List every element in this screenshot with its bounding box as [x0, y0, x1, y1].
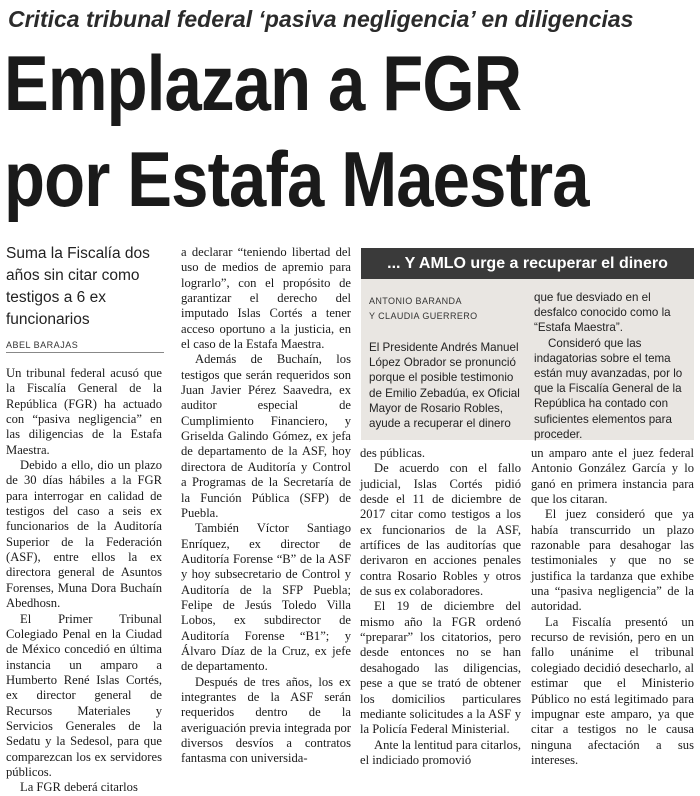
sidebar-box — [361, 248, 694, 440]
article-column-4 — [531, 446, 694, 768]
sidebar-byline — [369, 294, 524, 324]
paragraph: Consideró que las indagatorias sobre el tema están muy avanzadas, por lo que la Fiscalía General de la República ha contado con suficientes elementos para proceder. — [534, 336, 683, 441]
byline: ABEL BARAJAS — [6, 340, 164, 353]
paragraph: La Fiscalía presentó un recurso de revisión, pero en un fallo unánime el tribunal colegiado decidió desecharlo, al estimar que el Ministerio Público no está legitimado para impugnar este amparo, ya que citar a testigos no le causa ninguna afectación a sus intereses. — [531, 614, 694, 767]
article-column-2 — [181, 245, 351, 767]
paragraph: a declarar “teniendo libertad del uso de medios de apremio para lograrlo”, con el propósito de garantizar el derecho del imputado Islas Cortés a tener acceso oportuno a la justicia, en el caso de la Estafa Maestra. — [181, 245, 351, 352]
paragraph: Además de Buchaín, los testigos que serán requeridos son Juan Javier Pérez Saavedra, ex auditor especial de Cumplimiento Financiero, y Griselda Galindo Gómez, ex jefa de departamento de la ASF, hoy directora de Auditoría y Control a Programas de la Secretaría de la Función Pública (SFP) de Puebla. — [181, 352, 351, 520]
sidebar-byline-2: Y CLAUDIA GUERRERO — [369, 311, 478, 321]
paragraph: El juez consideró que ya había transcurrido un plazo razonable para desahogar las testimoniales y que no se justifica la tardanza que exhibe una “pasiva negligencia” de la autoridad. — [531, 507, 694, 614]
paragraph: El 19 de diciembre del mismo año la FGR ordenó “preparar” los citatorios, pero desde entonces no se han desahogado las diligencias, pese a que se trató de obtener los domicilios particulares mediante solicitudes a la ASF y la Policía Federal Ministerial. — [360, 599, 521, 737]
headline-line-2: por Estafa Maestra — [4, 135, 589, 223]
paragraph: que fue desviado en el desfalco conocido como la “Estafa Maestra”. — [534, 291, 671, 335]
paragraph: Después de tres años, los ex integrantes de la ASF serán requeridos dentro de la averiguación previa integrada por diversos desvíos a contratos fantasma con universida- — [181, 674, 351, 766]
paragraph: Debido a ello, dio un plazo de 30 días hábiles a la FGR para interrogar en calidad de testigos del caso a seis ex funcionarios de la Auditoría Superior de la Federación (ASF), entre ellos la ex directora general de Asuntos Forenses, Muna Dora Buchaín Abedhosn. — [6, 458, 162, 611]
paragraph: des públicas. — [360, 446, 426, 460]
sidebar-column-2 — [534, 290, 690, 442]
sidebar-byline-1: ANTONIO BARANDA — [369, 296, 462, 306]
sidebar-column-1 — [369, 340, 527, 431]
kicker: Critica tribunal federal ‘pasiva negligencia’ en diligencias — [8, 6, 634, 32]
paragraph: De acuerdo con el fallo judicial, Islas Cortés pidió desde el 11 de diciembre de 2017 citar como testigos a los ex funcionarios de la ASF, artífices de las auditorías que derivaron en acciones penales contra Rosario Robles y otros de sus ex colaboradores. — [360, 461, 521, 599]
headline-line-1: Emplazan a FGR — [4, 39, 522, 127]
paragraph: un amparo ante el juez federal Antonio González García y lo ganó en primera instancia para que los citaran. — [531, 446, 694, 507]
sidebar-headline: ... Y AMLO urge a recuperar el dinero — [361, 248, 694, 279]
paragraph: El Primer Tribunal Colegiado Penal en la Ciudad de México concedió en última instancia un amparo a Humberto René Islas Cortés, ex director general de Recursos Materiales y Servicios Generales de la Sedatu y la Sedesol, para que comparezcan los ex servidores públicos. — [6, 611, 162, 779]
paragraph: También Víctor Santiago Enríquez, ex director de Auditoría Forense “B” de la ASF y hoy subsecretario de Control y Auditoría de la SFP Puebla; Felipe de Jesús Toledo Villa Lobos, ex subdirector de Auditoría Forense “B1”; y Álvaro Díaz de la Cruz, ex jefe de departamento. — [181, 521, 351, 674]
article-column-3 — [360, 446, 521, 768]
paragraph: Un tribunal federal acusó que la Fiscalía General de la República (FGR) ha actuado con “pasiva negligencia” en las diligencias de la Estafa Maestra. — [6, 366, 162, 457]
paragraph: Ante la lentitud para citarlos, el indiciado promovió — [360, 737, 521, 767]
paragraph: La FGR deberá citarlos — [20, 780, 138, 795]
deck: Suma la Fiscalía dos años sin citar como testigos a 6 ex funcionarios — [6, 245, 150, 328]
article-column-1 — [6, 366, 162, 796]
paragraph: El Presidente Andrés Manuel López Obrador se pronunció porque el posible testimonio de Emilio Zebadúa, ex Oficial Mayor de Rosario Robles, ayude a recuperar el dinero — [369, 341, 520, 431]
